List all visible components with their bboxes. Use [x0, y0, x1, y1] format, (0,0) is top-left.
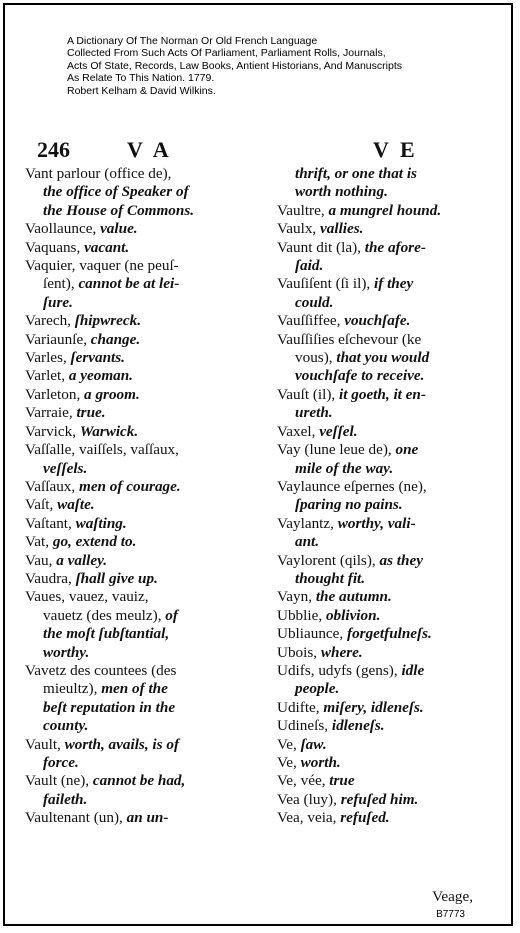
headword: Vauſt (il),: [277, 385, 340, 403]
entry-line: [25, 441, 275, 459]
entry-line: [277, 220, 512, 238]
headword: Varles,: [25, 349, 71, 367]
entry-line: [25, 183, 275, 201]
headword: ſent),: [43, 275, 79, 293]
entry-line: [25, 423, 275, 441]
headword: Vauſiſent (ſi il),: [277, 275, 375, 293]
entry-line: [25, 239, 275, 257]
entry-line: [25, 220, 275, 238]
dictionary-entry: [277, 644, 512, 662]
definition: faileth.: [43, 790, 88, 808]
caption-line: A Dictionary Of The Norman Or Old French Language: [67, 35, 318, 47]
entry-line: [25, 644, 275, 662]
definition: cannot be had,: [92, 772, 186, 790]
definition: of: [165, 606, 178, 624]
entry-line: [277, 772, 512, 790]
dictionary-entry: [277, 717, 512, 735]
definition: a mungrel hound.: [328, 201, 442, 219]
headword: vous),: [295, 349, 337, 367]
entry-line: [25, 202, 275, 220]
headword: Vaquans,: [25, 238, 85, 256]
headword: Vaſſaux,: [25, 477, 79, 495]
headword: vauetz (des meulz),: [43, 606, 166, 624]
entry-line: [25, 809, 275, 827]
definition: veſſels.: [43, 459, 88, 477]
dictionary-entry: [277, 423, 512, 441]
headword: Varech,: [25, 312, 75, 330]
entry-line: [277, 331, 512, 349]
headword: Vayn,: [277, 588, 316, 606]
entry-line: [277, 312, 512, 330]
definition: worth nothing.: [295, 183, 388, 201]
headword: Vaylantz,: [277, 514, 338, 532]
entry-line: [25, 552, 275, 570]
entry-line: [25, 588, 275, 606]
dictionary-entry: [25, 570, 275, 588]
dictionary-entry: [25, 331, 275, 349]
entry-line: [277, 552, 512, 570]
headword: mieultz),: [43, 680, 102, 698]
definition: the moſt ſubſtantial,: [43, 625, 170, 643]
left-column: [25, 165, 275, 828]
entry-line: [25, 662, 275, 680]
definition: vacant.: [84, 238, 130, 256]
definition: cannot be at lei-: [78, 275, 180, 293]
headword: Vat,: [25, 533, 53, 551]
definition: as they: [379, 551, 423, 569]
entry-line: [277, 423, 512, 441]
entry-line: [277, 680, 512, 698]
dictionary-entry: [25, 220, 275, 238]
entry-line: [277, 607, 512, 625]
entry-line: [25, 607, 275, 625]
definition: an un-: [126, 809, 169, 827]
dictionary-entry: [25, 736, 275, 773]
dictionary-entry: [277, 754, 512, 772]
headword: Udineſs,: [277, 717, 332, 735]
definition: idle: [401, 661, 425, 679]
definition: it goeth, it en-: [339, 385, 426, 403]
definition: thought fit.: [295, 569, 366, 587]
definition: the autumn.: [315, 588, 392, 606]
definition: waſting.: [75, 514, 127, 532]
definition: thrift, or one that is: [295, 165, 417, 182]
dictionary-entry: [277, 552, 512, 589]
dictionary-entry: [277, 607, 512, 625]
definition: one: [395, 441, 419, 459]
dictionary-entry: [25, 515, 275, 533]
definition: veſſel.: [319, 422, 358, 440]
definition: value.: [100, 220, 138, 238]
headword: Ve, vée,: [277, 772, 330, 790]
dictionary-entry: [277, 772, 512, 790]
definition: ſhipwreck.: [74, 312, 141, 330]
definition: the office of Speaker of: [43, 183, 189, 201]
entry-line: [25, 680, 275, 698]
headword: Ve,: [277, 754, 301, 771]
entry-line: [25, 515, 275, 533]
entry-line: [277, 625, 512, 643]
definition: worth.: [300, 754, 341, 771]
definition: men of the: [101, 680, 168, 698]
headword: Vau,: [25, 551, 57, 569]
entry-line: [277, 386, 512, 404]
definition: go, extend to.: [52, 533, 137, 551]
definition: people.: [295, 680, 340, 698]
headword: Vaues, vauez, vauiz,: [25, 588, 149, 606]
entry-line: [277, 754, 512, 772]
entry-line: [25, 736, 275, 754]
entry-line: [277, 349, 512, 367]
headword: Vea (luy),: [277, 790, 341, 808]
entry-line: [277, 404, 512, 422]
dictionary-entry: [277, 478, 512, 515]
headword: Vaylorent (qils),: [277, 551, 380, 569]
dictionary-entry: [277, 331, 512, 386]
dictionary-entry: [25, 165, 275, 220]
definition: worthy.: [43, 643, 90, 661]
definition: ſhall give up.: [75, 569, 158, 587]
entry-line: [277, 588, 512, 606]
definition: the afore-: [364, 238, 426, 256]
definition: if they: [374, 275, 414, 293]
dictionary-entry: [25, 239, 275, 257]
dictionary-entry: [277, 165, 512, 202]
dictionary-entry: [25, 349, 275, 367]
headword: Vaſſalle, vaiſſels, vaſſaux,: [25, 441, 179, 459]
headword: Varleton,: [25, 385, 85, 403]
entry-line: [25, 331, 275, 349]
entry-line: [25, 754, 275, 772]
headword: Vavetz des countees (des: [25, 661, 177, 679]
entry-line: [277, 570, 512, 588]
dictionary-entry: [277, 699, 512, 717]
definition: ſparing no pains.: [295, 496, 403, 514]
entry-line: [277, 515, 512, 533]
entry-line: [25, 478, 275, 496]
page-frame: [3, 3, 513, 926]
entry-line: [25, 496, 275, 514]
entry-line: [277, 165, 512, 183]
headword: Vauſſiffee,: [277, 312, 345, 330]
right-column: [277, 165, 512, 828]
headword: Udifs, udyfs (gens),: [277, 661, 402, 679]
dictionary-entry: [25, 809, 275, 827]
headword: Vaquier, vaquer (ne peuſ-: [25, 257, 179, 275]
dictionary-entry: [277, 736, 512, 754]
dictionary-entry: [25, 662, 275, 736]
dictionary-entry: [277, 625, 512, 643]
entry-line: [277, 496, 512, 514]
entry-line: [25, 570, 275, 588]
definition: true: [329, 772, 355, 790]
catchword: Veage,: [432, 888, 473, 905]
entry-line: [277, 441, 512, 459]
page-number: 246: [37, 137, 70, 162]
headword: Ubblie,: [277, 606, 326, 624]
definition: mile of the way.: [295, 459, 394, 477]
dictionary-entry: [25, 386, 275, 404]
headword: Vea, veia,: [277, 809, 341, 827]
definition: vouchſafe to receive.: [295, 367, 425, 385]
dictionary-entry: [25, 533, 275, 551]
running-head-left: V A: [127, 137, 172, 162]
headword: Vaxel,: [277, 422, 320, 440]
entry-line: [25, 699, 275, 717]
entry-line: [25, 717, 275, 735]
entry-line: [25, 165, 275, 183]
dictionary-entry: [277, 312, 512, 330]
definition: county.: [43, 717, 89, 735]
entry-line: [25, 312, 275, 330]
entry-line: [277, 699, 512, 717]
entry-line: [25, 460, 275, 478]
entry-line: [277, 460, 512, 478]
dictionary-entry: [25, 552, 275, 570]
headword: Vaylaunce eſpernes (ne),: [277, 477, 427, 495]
definition: a valley.: [56, 551, 108, 569]
headword: Vault (ne),: [25, 772, 93, 790]
headword: Vaſtant,: [25, 514, 76, 532]
entry-line: [277, 257, 512, 275]
definition: miſery, idleneſs.: [323, 698, 424, 716]
headword: Udifte,: [277, 698, 324, 716]
entry-line: [25, 349, 275, 367]
definition: refuſed.: [340, 809, 390, 827]
definition: idleneſs.: [331, 717, 385, 735]
entry-line: [25, 294, 275, 312]
definition: refuſed him.: [340, 790, 419, 808]
definition: oblivion.: [325, 606, 381, 624]
entry-line: [277, 478, 512, 496]
headword: Ve,: [277, 735, 301, 753]
entry-line: [25, 625, 275, 643]
definition: change.: [90, 330, 141, 348]
definition: ant.: [295, 533, 320, 551]
image-code: B7773: [436, 909, 465, 920]
running-head-right: V E: [373, 137, 418, 162]
definition: ſervants.: [70, 349, 125, 367]
dictionary-page: [17, 133, 517, 913]
entry-line: [277, 533, 512, 551]
headword: Vaultenant (un),: [25, 809, 127, 827]
entry-line: [277, 183, 512, 201]
caption-line: Acts Of State, Records, Law Books, Antient Historians, And Manuscripts: [67, 59, 402, 72]
entry-line: [277, 809, 512, 827]
definition: beſt reputation in the: [43, 698, 176, 716]
headword: Vaſt,: [25, 496, 58, 514]
caption-line: Collected From Such Acts Of Parliament, Parliament Rolls, Journals,: [67, 47, 386, 60]
dictionary-entry: [25, 257, 275, 312]
dictionary-entry: [277, 515, 512, 552]
caption-line: As Relate To This Nation. 1779.: [67, 72, 215, 85]
definition: force.: [43, 754, 79, 771]
headword: Ubliaunce,: [277, 625, 348, 643]
entry-line: [277, 736, 512, 754]
headword: Varvick,: [25, 422, 80, 440]
dictionary-entry: [25, 496, 275, 514]
definition: the House of Commons.: [43, 201, 195, 219]
headword: Vaudra,: [25, 569, 76, 587]
definition: ſure.: [43, 293, 73, 311]
headword: Vaulx,: [277, 220, 321, 238]
headword: Vant parlour (office de),: [25, 165, 172, 182]
definition: ſaw.: [300, 735, 327, 753]
caption-line: Robert Kelham & David Wilkins.: [67, 84, 216, 97]
entry-line: [277, 662, 512, 680]
headword: Ubois,: [277, 643, 321, 661]
dictionary-entry: [277, 662, 512, 699]
headword: Vay (lune leue de),: [277, 441, 396, 459]
headword: Varlet,: [25, 367, 69, 385]
headword: Vauſſiſies eſchevour (ke: [277, 330, 422, 348]
dictionary-entry: [25, 423, 275, 441]
entry-line: [277, 294, 512, 312]
entry-line: [277, 717, 512, 735]
dictionary-entry: [277, 220, 512, 238]
dictionary-entry: [25, 441, 275, 478]
dictionary-entry: [277, 386, 512, 423]
definition: worthy, vali-: [337, 514, 416, 532]
definition: true.: [76, 404, 106, 422]
dictionary-entry: [277, 441, 512, 478]
entry-line: [277, 791, 512, 809]
definition: ſaid.: [295, 257, 324, 275]
dictionary-entry: [277, 239, 512, 276]
definition: a yeoman.: [68, 367, 133, 385]
headword: Vaollaunce,: [25, 220, 101, 238]
entry-line: [277, 644, 512, 662]
definition: forgetfulneſs.: [347, 625, 432, 643]
dictionary-entry: [277, 275, 512, 312]
entry-line: [25, 386, 275, 404]
entry-line: [25, 367, 275, 385]
dictionary-entry: [25, 478, 275, 496]
definition: where.: [320, 643, 363, 661]
headword: Variaunſe,: [25, 330, 91, 348]
definition: vallies.: [320, 220, 364, 238]
dictionary-entry: [25, 367, 275, 385]
entry-line: [25, 533, 275, 551]
dictionary-entry: [25, 404, 275, 422]
headword: Vault,: [25, 735, 65, 753]
dictionary-entry: [25, 312, 275, 330]
entry-line: [25, 257, 275, 275]
dictionary-entry: [277, 588, 512, 606]
entry-line: [25, 791, 275, 809]
dictionary-entry: [25, 588, 275, 662]
definition: ureth.: [295, 404, 333, 422]
headword: Vaunt dit (la),: [277, 238, 365, 256]
entry-line: [25, 404, 275, 422]
dictionary-entry: [277, 791, 512, 809]
entry-line: [277, 275, 512, 293]
entry-line: [25, 275, 275, 293]
dictionary-entry: [277, 202, 512, 220]
definition: that you would: [336, 349, 430, 367]
dictionary-entry: [25, 772, 275, 809]
entry-line: [277, 202, 512, 220]
entry-line: [277, 239, 512, 257]
definition: men of courage.: [79, 477, 181, 495]
entry-line: [25, 772, 275, 790]
definition: could.: [295, 293, 334, 311]
source-caption: [67, 35, 507, 97]
definition: worth, avails, is of: [64, 735, 180, 753]
headword: Varraie,: [25, 404, 77, 422]
definition: waſte.: [57, 496, 95, 514]
dictionary-entry: [277, 809, 512, 827]
definition: Warwick.: [79, 422, 139, 440]
entry-line: [277, 367, 512, 385]
headword: Vaultre,: [277, 201, 329, 219]
definition: a groom.: [84, 385, 140, 403]
definition: vouchſafe.: [344, 312, 411, 330]
